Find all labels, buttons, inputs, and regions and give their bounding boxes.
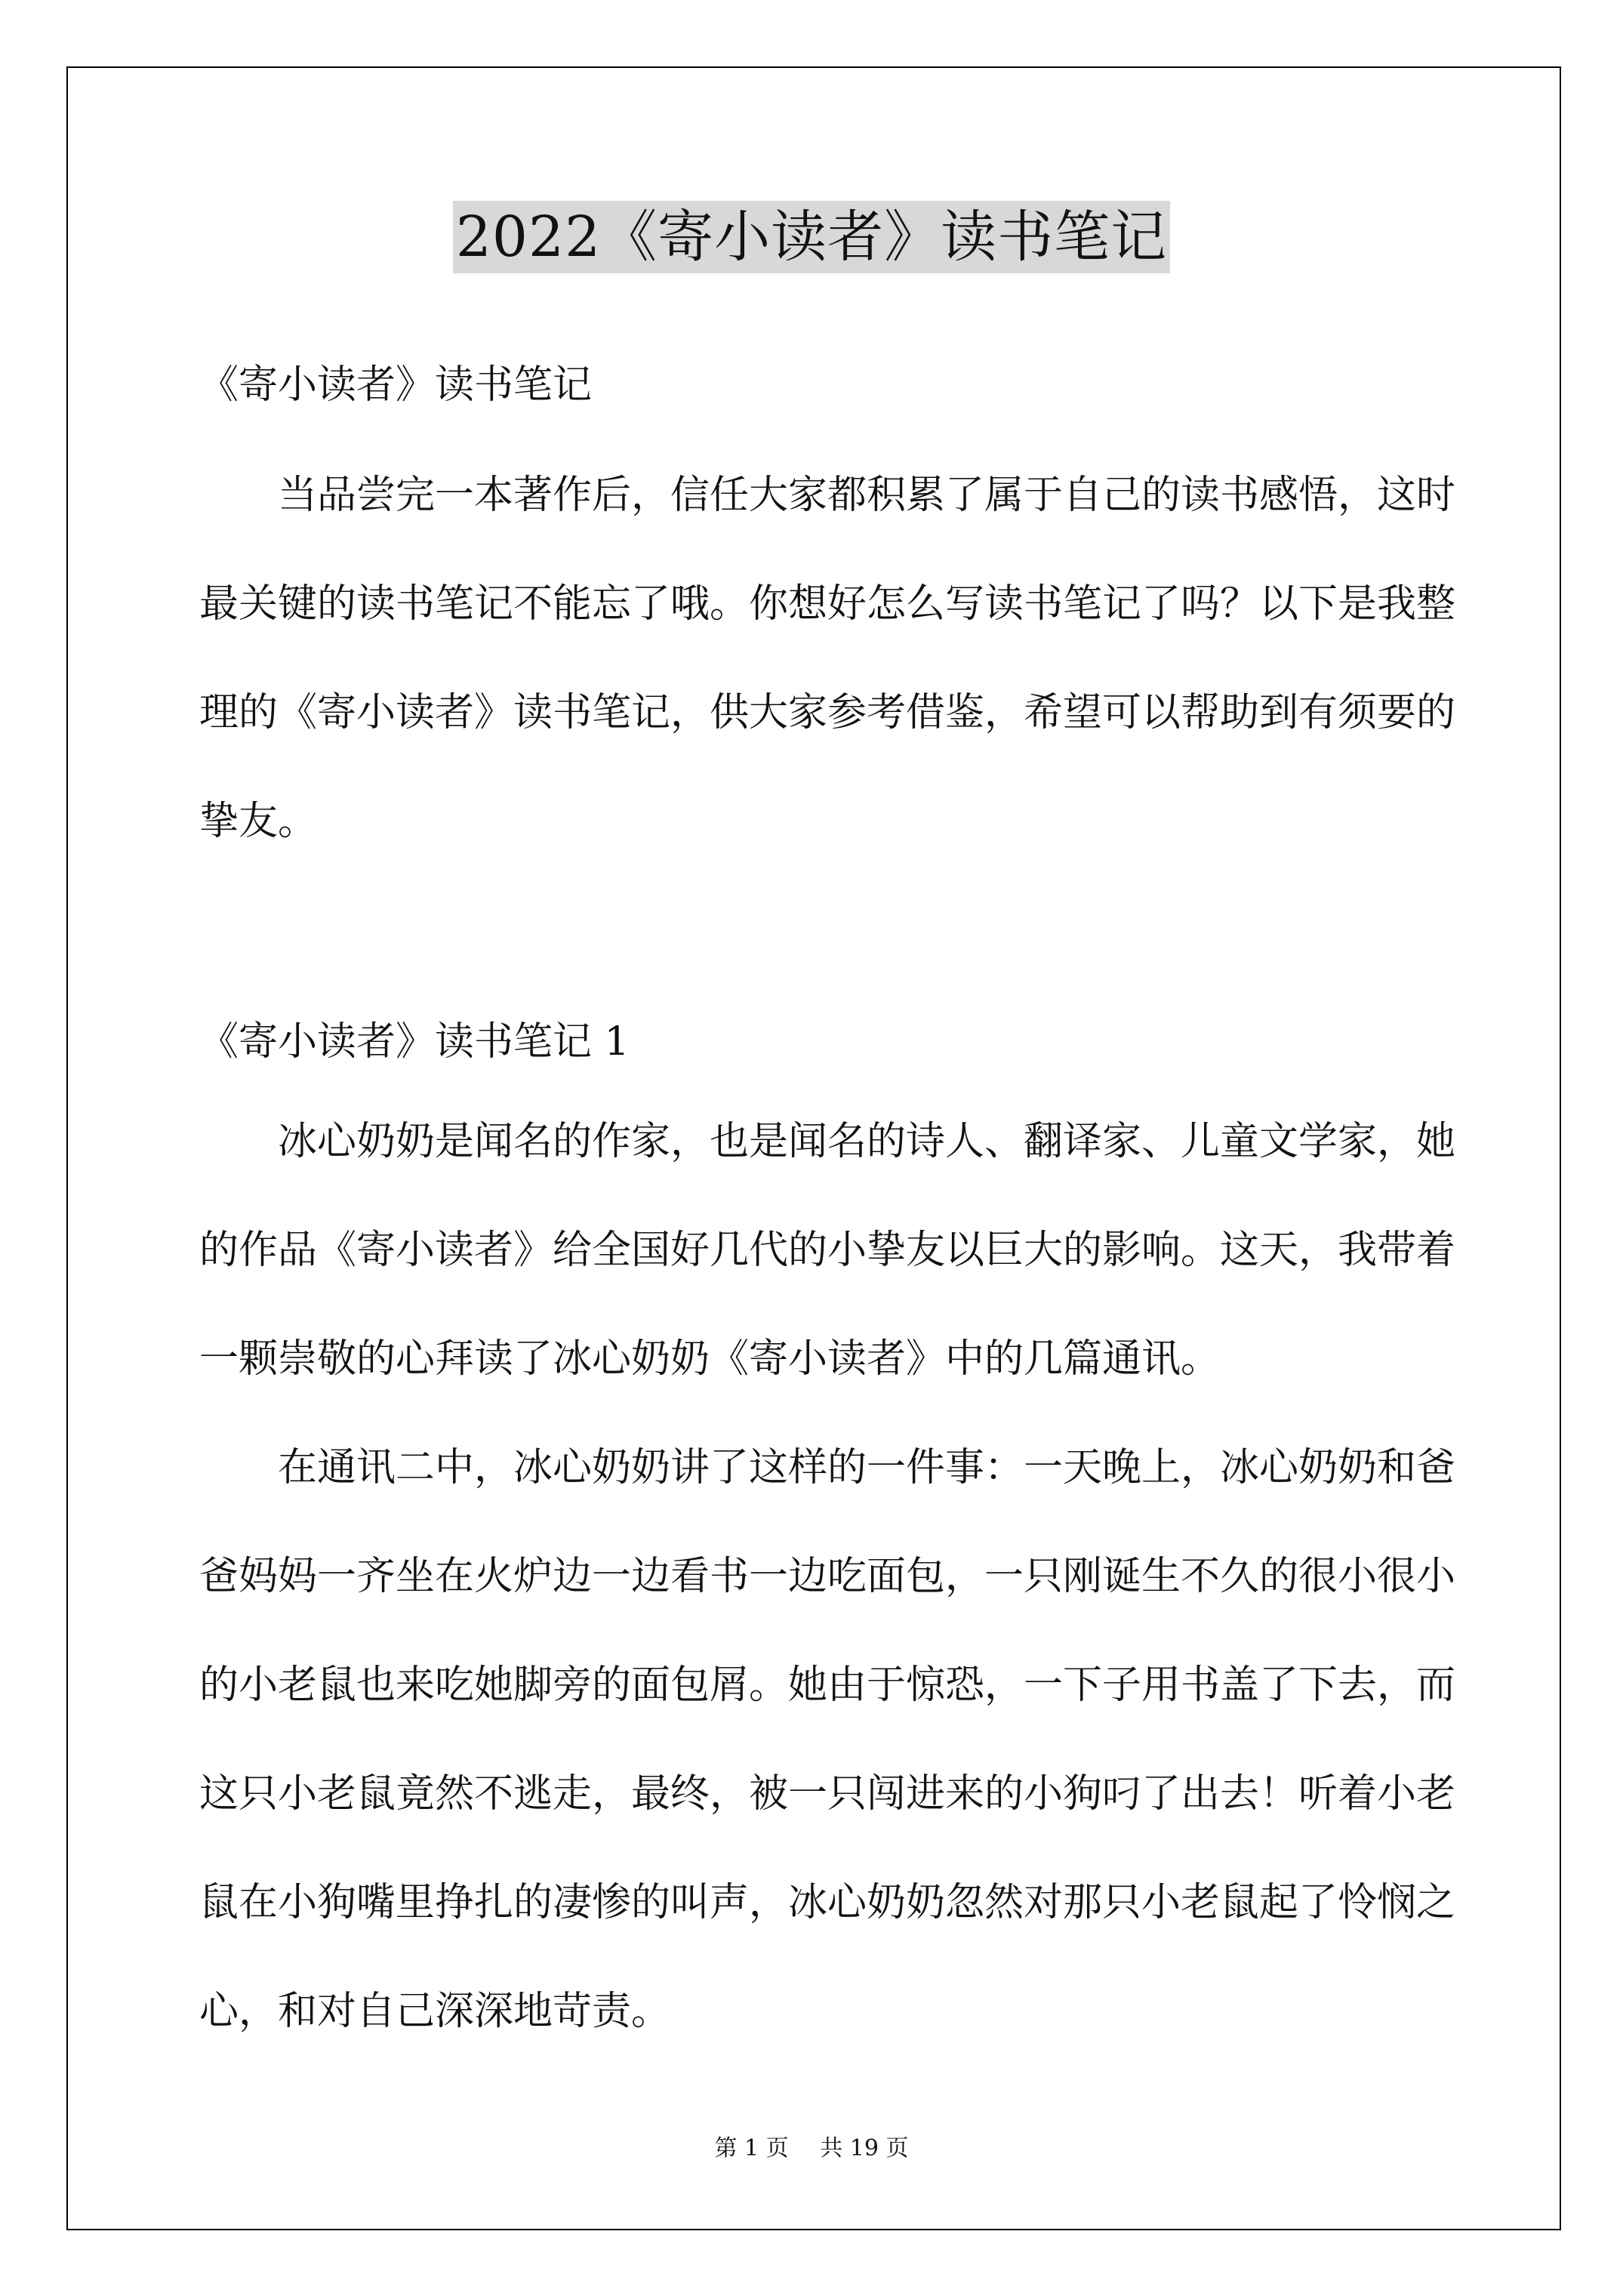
section1-paragraph-1: 冰心奶奶是闻名的作家，也是闻名的诗人、翻译家、儿童文学家，她的作品《寄小读者》给全国好几代的小挚友以巨大的影响。这天，我带着一颗崇敬的心拜读了冰心奶奶《寄小读者》中的几篇通讯。 bbox=[199, 1119, 1456, 1382]
page-number: 第 1 页 bbox=[714, 2135, 789, 2162]
section1-heading: 《寄小读者》读书笔记 1 bbox=[199, 1019, 630, 1065]
page-footer bbox=[0, 2129, 1623, 2162]
document-title: 2022《寄小读者》读书笔记 bbox=[453, 201, 1170, 273]
intro-paragraph: 当品尝完一本著作后，信任大家都积累了属于自己的读书感悟，这时最关键的读书笔记不能忘了哦。你想好怎么写读书笔记了吗？以下是我整理的《寄小读者》读书笔记，供大家参考借鉴，希望可以帮助到有须要的挚友。 bbox=[199, 473, 1456, 844]
document-body bbox=[199, 340, 1483, 2066]
title-container bbox=[0, 201, 1623, 273]
section-spacer bbox=[199, 876, 1483, 997]
page-total: 共 19 页 bbox=[820, 2135, 909, 2162]
section1-paragraph-2: 在通讯二中，冰心奶奶讲了这样的一件事：一天晚上，冰心奶奶和爸爸妈妈一齐坐在火炉边一边看书一边吃面包，一只刚诞生不久的很小很小的小老鼠也来吃她脚旁的面包屑。她由于惊恐，一下子用书盖了下去，而这只小老鼠竟然不逃走，最终，被一只闯进来的小狗叼了出去！听着小老鼠在小狗嘴里挣扎的凄惨的叫声，冰心奶奶忽然对那只小老鼠起了怜悯之心，和对自己深深地苛责。 bbox=[199, 1445, 1456, 2034]
intro-heading: 《寄小读者》读书笔记 bbox=[199, 362, 593, 408]
